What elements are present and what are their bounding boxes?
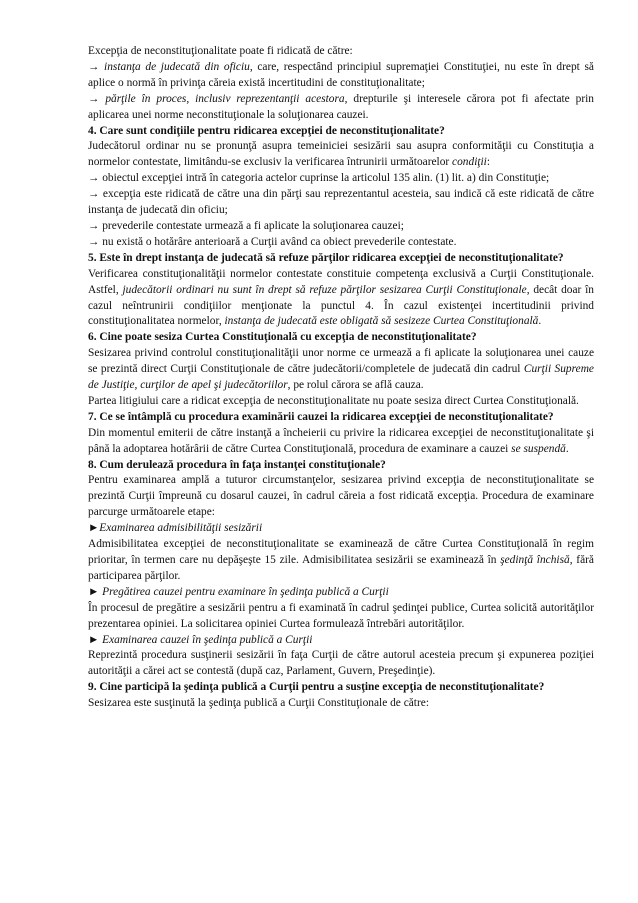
- q8-step-1-text-1: Admisibilitatea excepţiei de neconstituţionalitate se examinează de către Curtea Constituţională în regim prioritar, în termen care nu depăşeşte 15 zile. Admisibilitatea sesizării se examinează în: [88, 538, 594, 566]
- q4-text: Judecătorul ordinar nu se pronunţă asupra temeiniciei sesizării sau asupra conformităţii cu Constituţia a normelor contestate, limitându-se exclusiv la verificarea întrunirii următoarelor: [88, 140, 594, 169]
- q9-paragraph: Sesizarea este susţinută la şedinţa publică a Curţii Constituţionale de către:: [88, 697, 429, 710]
- q8-step-2-title: ► Pregătirea cauzei pentru examinare în şedinţa publică a Curţii: [88, 585, 389, 598]
- q7-heading: 7. Ce se întâmplă cu procedura examinării cauzei la ridicarea excepţiei de neconstituţionalitate?: [88, 410, 554, 423]
- q4-italic: condiţii: [452, 156, 487, 169]
- q5-italic-1: judecătorii ordinari nu sunt în drept să refuze părţilor sesizarea Curţii Constituţionale: [122, 283, 527, 296]
- q9-heading: 9. Cine participă la şedinţa publică a Curţii pentru a susţine excepţia de neconstituţionalitate?: [88, 681, 545, 694]
- q6-paragraph: [88, 346, 594, 394]
- arrow-icon: →: [88, 92, 106, 105]
- intro-text: Excepţia de neconstituţionalitate poate fi ridicată de către:: [88, 45, 353, 57]
- q8-step-1-text: [88, 537, 594, 585]
- q5-text-2: , decât doar în cazul neîntrunirii condiţiilor menţionate la punctul 4. În cazul existenţei incertitudinii privind constituţionalitatea normelor,: [88, 283, 594, 328]
- q4-condition-4: → nu există o hotărâre anterioară a Curţii având ca obiect prevederile contestate.: [88, 235, 457, 248]
- intro-parties-italic: părţile în proces, inclusiv reprezentanţii acestora: [105, 92, 345, 105]
- q5-text-3: .: [538, 315, 542, 328]
- q6-italic: Curţii Supreme de Justiţie, curţilor de apel şi judecătoriilor: [88, 363, 594, 392]
- q6-heading: 6. Cine poate sesiza Curtea Constituţională cu excepţia de neconstituţionalitate?: [88, 331, 477, 344]
- q5-heading: 5. Este în drept instanţa de judecată să refuze părţilor ridicarea excepţiei de neconstituţionalitate?: [88, 251, 564, 264]
- intro-item-court: [88, 60, 594, 92]
- q5-text-1: Verificarea constituţionalităţii normelor contestate constituie competenţa exclusivă a Curţii Constituţionale. Astfel,: [88, 267, 594, 296]
- document-page: [88, 44, 594, 712]
- q8-step-1-title: ►Examinarea admisibilităţii sesizării: [88, 522, 263, 535]
- intro-court-text: , care, respectând principiul supremaţiei Constituţiei, nu este în drept să aplice o normă în privinţa căreia există incertitudini de constituţionalitate;: [88, 60, 594, 89]
- q6-paragraph-2: Partea litigiului care a ridicat excepţia de neconstituţionalitate nu poate sesiza direct Curtea Constituţională.: [88, 394, 579, 407]
- intro-parties-text: , drepturile şi interesele cărora pot fi afectate prin aplicarea unei norme neconstituţionale la soluţionarea cauzei.: [88, 92, 594, 121]
- intro-item-parties: [88, 92, 594, 124]
- q6-text-2: , pe rolul cărora se află cauza.: [287, 379, 424, 392]
- q4-condition-1: → obiectul excepţiei intră în categoria actelor cuprinse la articolul 135 alin. (1) lit. a) din Constituţie;: [88, 172, 550, 185]
- q7-text-2: .: [565, 442, 569, 455]
- q5-paragraph: [88, 267, 594, 331]
- intro-line: [88, 44, 594, 60]
- q4-condition-2: → excepţia este ridicată de către una din părţi sau reprezentantul acesteia, sau indică că este ridicată de către instanţa de judecată din oficiu;: [88, 188, 594, 217]
- q6-text-1: Sesizarea privind controlul constituţionalităţii unor norme ce urmează a fi aplicate la soluţionarea unei cauze se prezintă direct Curţii Constituţionale de către judecătorii/completele de judecată din cadrul: [88, 347, 594, 376]
- q8-step-1-text-2: , fără participarea părţilor.: [88, 554, 594, 582]
- q8-step-3-title: ► Examinarea cauzei în şedinţa publică a Curţii: [88, 633, 313, 646]
- q8-step-2-text: În procesul de pregătire a sesizării pentru a fi examinată în cadrul şedinţei publice, Curtea solicită autorităţilor prezentarea opiniei. La solicitarea opiniei Curtea formulează întrebări autorităţilor.: [88, 601, 594, 630]
- q4-colon: :: [486, 156, 491, 169]
- intro-court-italic: instanţa de judecată din oficiu: [104, 60, 250, 73]
- q7-paragraph: [88, 426, 594, 458]
- q8-step-1-italic: şedinţă închisă: [500, 554, 570, 566]
- q4-condition-3: → prevederile contestate urmează a fi aplicate la soluţionarea cauzei;: [88, 219, 404, 232]
- q4-heading: 4. Care sunt condiţiile pentru ridicarea excepţiei de neconstituţionalitate?: [88, 124, 445, 137]
- q7-text-1: Din momentul emiterii de către instanţă a încheierii cu privire la ridicarea excepţiei de neconstituţionalitate şi până la adoptarea hotărârii de către Curtea Constituţională, procedura de examinare a cauzei: [88, 426, 594, 455]
- q8-step-3-text: Reprezintă procedura susţinerii sesizării în faţa Curţii de către autorul acesteia precum şi expunerea poziţiei autorităţii a cărei act se contestă (după caz, Parlament, Guvern, Preşedinţie).: [88, 649, 594, 678]
- q5-italic-2: instanţa de judecată este obligată să sesizeze Curtea Constituţională: [224, 315, 539, 328]
- q4-paragraph: [88, 139, 594, 171]
- q8-paragraph: Pentru examinarea amplă a tuturor circumstanţelor, sesizarea privind excepţia de neconstituţionalitate se prezintă Curţii împreună cu dosarul cauzei, în cadrul căreia a fost ridicată excepţia. Procedura de examinare parcurge următoarele etape:: [88, 474, 594, 519]
- arrow-icon: →: [88, 60, 105, 73]
- q8-heading: 8. Cum derulează procedura în faţa instanţei constituţionale?: [88, 458, 386, 471]
- q7-italic: se suspendă: [511, 442, 566, 455]
